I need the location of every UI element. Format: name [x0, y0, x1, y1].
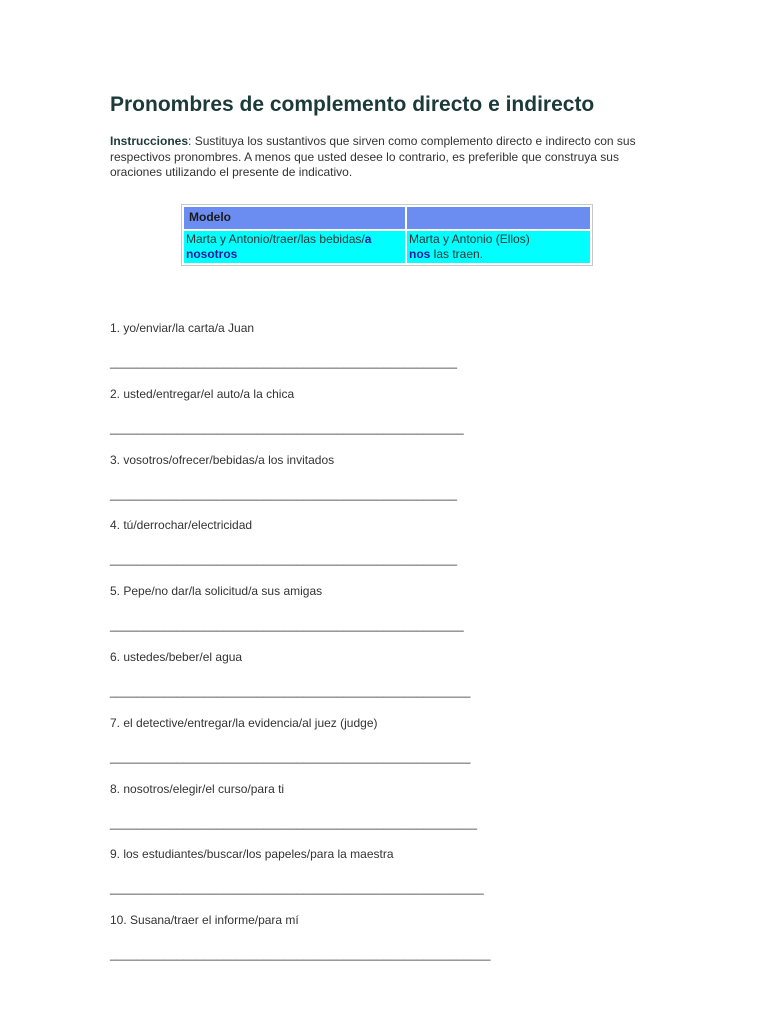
answer-line[interactable]: ______________________________________________________ [110, 683, 471, 698]
exercise-item [110, 912, 670, 978]
instructions-paragraph [110, 134, 655, 181]
answer-line[interactable]: ______________________________________________________ [110, 749, 471, 764]
answer-line[interactable]: ____________________________________________________ [110, 486, 458, 501]
answer-line[interactable]: _____________________________________________________ [110, 420, 464, 435]
exercise-prompt: 2. usted/entregar/el auto/a la chica [110, 386, 295, 401]
exercise-prompt: 9. los estudiantes/buscar/los papeles/para la maestra [110, 847, 394, 862]
exercise-item [110, 781, 670, 847]
exercise-prompt: 10. Susana/traer el informe/para mí [110, 913, 299, 928]
answer-line[interactable]: _____________________________________________________ [110, 618, 464, 633]
model-prompt-text: Marta y Antonio/traer/las bebidas/ [186, 231, 365, 246]
exercise-prompt: 3. vosotros/ofrecer/bebidas/a los invitados [110, 452, 335, 467]
model-header-empty-cell [407, 207, 590, 229]
answer-line[interactable]: ____________________________________________________ [110, 552, 458, 567]
exercise-item [110, 452, 670, 518]
page-title: Pronombres de complemento directo e indirecto [110, 93, 595, 116]
exercise-prompt: 8. nosotros/elegir/el curso/para ti [110, 781, 285, 796]
exercise-prompt: 1. yo/enviar/la carta/a Juan [110, 321, 255, 335]
exercise-list [110, 320, 670, 978]
model-prompt-highlight: a nosotros [186, 231, 372, 261]
answer-line[interactable]: ____________________________________________________ [110, 355, 458, 369]
model-table-header-row [184, 207, 590, 229]
model-answer-line1: Marta y Antonio (Ellos) [409, 231, 530, 246]
model-answer-pronoun: nos [409, 246, 431, 261]
exercise-item [110, 583, 670, 649]
answer-line[interactable]: _________________________________________________________ [110, 947, 491, 962]
exercise-prompt: 5. Pepe/no dar/la solicitud/a sus amigas [110, 584, 323, 599]
instructions-text: : Sustituya los sustantivos que sirven como complemento directo e indirecto con sus respectivos pronombres. A menos que usted desee lo contrario, es preferible que construya sus oraciones utilizando el presente de indicativo. [110, 134, 636, 179]
instructions-label: Instrucciones [110, 134, 189, 148]
model-answer-rest: las traen. [430, 246, 484, 261]
model-table [181, 204, 593, 266]
exercise-item [110, 846, 670, 912]
exercise-item [110, 320, 670, 386]
answer-line[interactable]: _______________________________________________________ [110, 815, 478, 830]
exercise-item [110, 649, 670, 715]
model-example-prompt-cell [184, 231, 405, 263]
exercise-item [110, 386, 670, 452]
model-table-example-row [184, 231, 590, 263]
model-header-cell: Modelo [184, 207, 405, 229]
answer-line[interactable]: ________________________________________________________ [110, 881, 484, 896]
exercise-prompt: 7. el detective/entregar/la evidencia/al juez (judge) [110, 715, 378, 730]
exercise-prompt: 4. tú/derrochar/electricidad [110, 518, 253, 533]
document-page [110, 88, 670, 266]
exercise-prompt: 6. ustedes/beber/el agua [110, 649, 243, 664]
model-example-answer-cell [407, 231, 590, 263]
exercise-item [110, 517, 670, 583]
exercise-item [110, 715, 670, 781]
